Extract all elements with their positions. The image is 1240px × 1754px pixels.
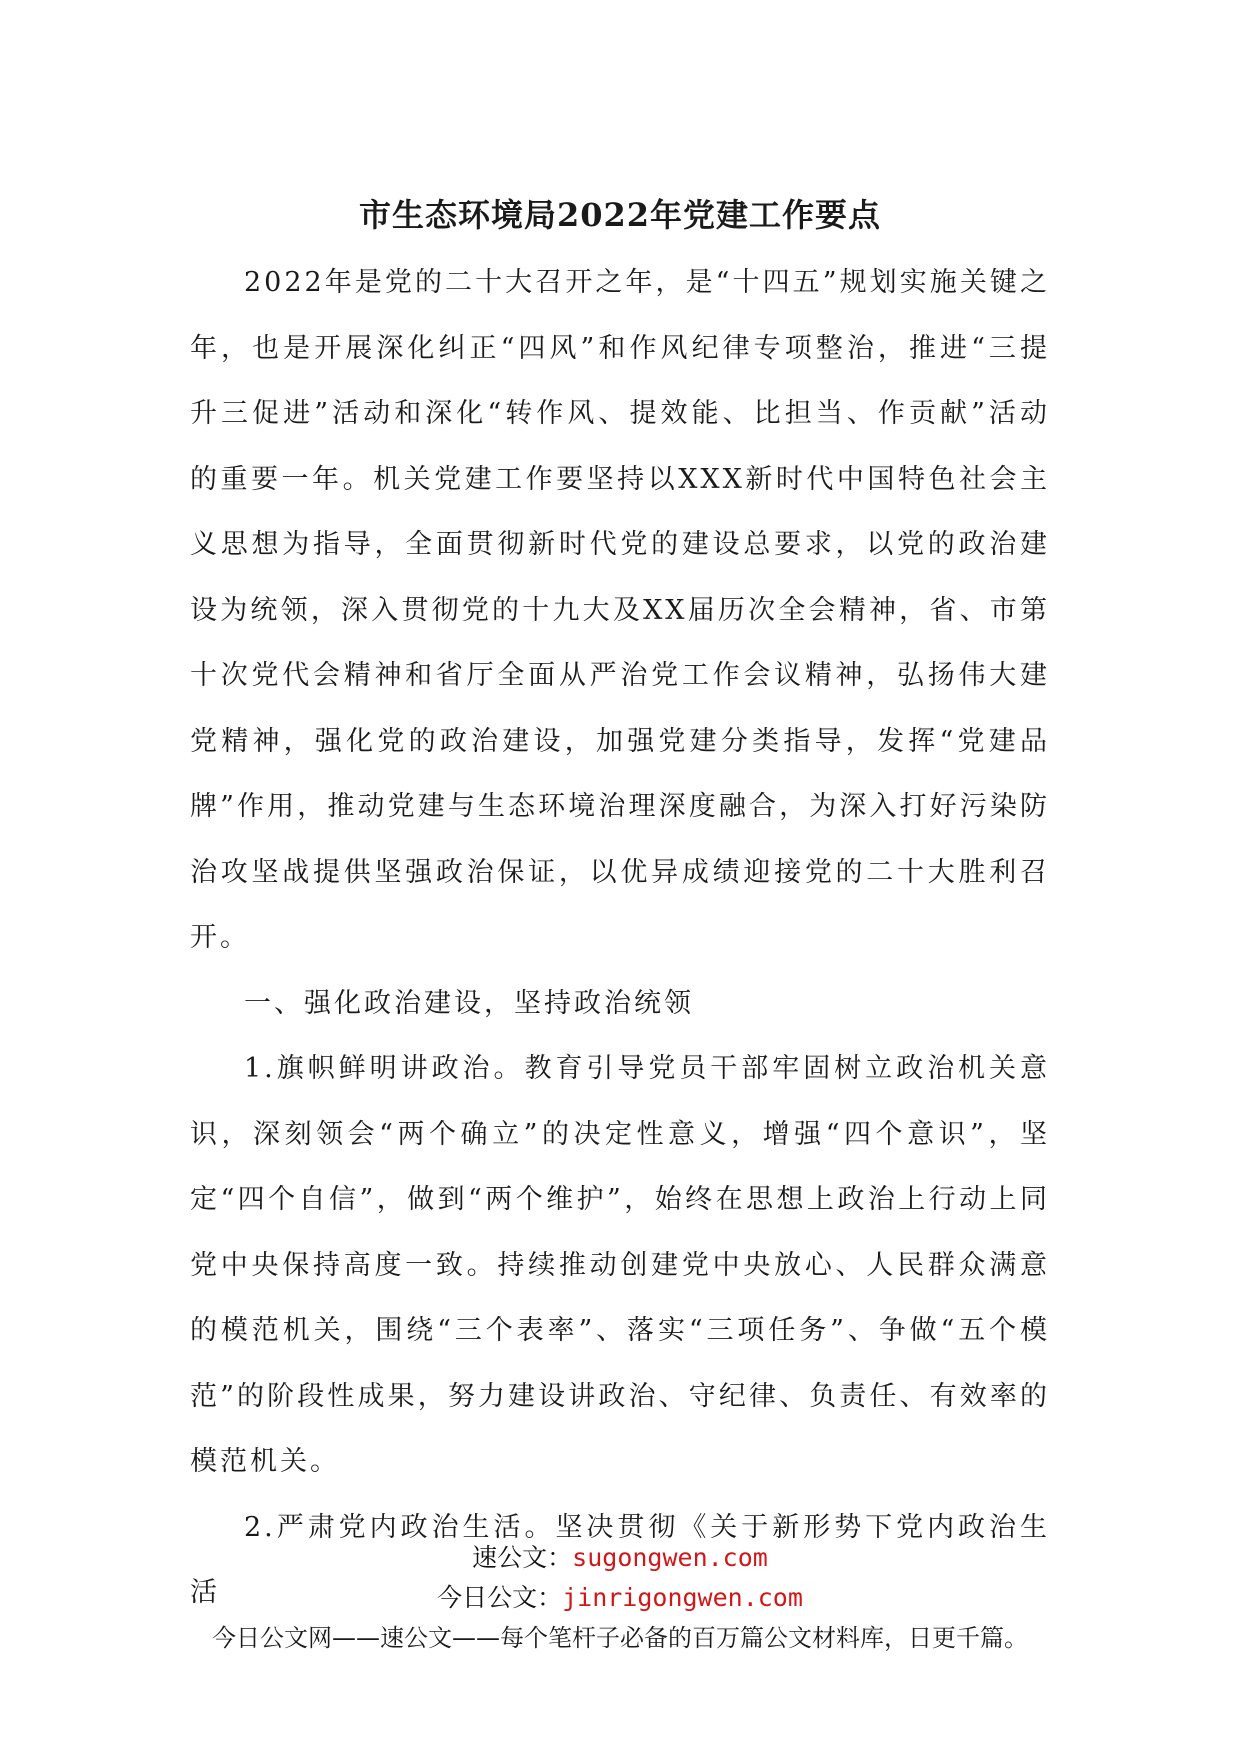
item-2-paragraph: 2.严肃党内政治生活。坚决贯彻《关于新形势下党内政治生活 xyxy=(190,1511,1050,1608)
document-title: 市生态环境局2022年党建工作要点 xyxy=(358,196,882,234)
intro-paragraph: 2022年是党的二十大召开之年，是“十四五”规划实施关键之年，也是开展深化纠正“四风”和作风纪律专项整治，推进“三提升三促进”活动和深化“转作风、提效能、比担当、作贡献”活动的重要一年。机关党建工作要坚持以XXX新时代中国特色社会主义思想为指导，全面贯彻新时代党的建设总要求，以党的政治建设为统领，深入贯彻党的十九大及XX届历次全会精神，省、市第十次党代会精神和省厅全面从严治党工作会议精神，弘扬伟大建党精神，强化党的政治建设，加强党建分类指导，发挥“党建品牌”作用，推动党建与生态环境治理深度融合，为深入打好污染防治攻坚战提供坚强政治保证，以优异成绩迎接党的二十大胜利召开。 xyxy=(190,267,1050,953)
footer-label-2: 今日公文： xyxy=(437,1583,563,1612)
section-heading: 一、强化政治建设，坚持政治统领 xyxy=(244,987,694,1019)
footer-line-1 xyxy=(0,1538,1240,1574)
document-body xyxy=(190,250,1050,1626)
footer-link-sugongwen[interactable]: sugongwen.com xyxy=(572,1543,768,1572)
footer-link-jinrigongwen[interactable]: jinrigongwen.com xyxy=(562,1583,803,1612)
footer-label-1: 速公文： xyxy=(472,1543,573,1572)
footer-line-2 xyxy=(0,1578,1240,1614)
footer-tagline: 今日公文网——速公文——每个笔杆子必备的百万篇公文材料库，日更千篇。 xyxy=(212,1624,1028,1652)
item-1-paragraph: 1.旗帜鲜明讲政治。教育引导党员干部牢固树立政治机关意识，深刻领会“两个确立”的决定性意义，增强“四个意识”，坚定“四个自信”，做到“两个维护”，始终在思想上政治上行动上同党中央保持高度一致。持续推动创建党中央放心、人民群众满意的模范机关，围绕“三个表率”、落实“三项任务”、争做“五个模范”的阶段性成果，努力建设讲政治、守纪律、负责任、有效率的模范机关。 xyxy=(190,1053,1050,1477)
